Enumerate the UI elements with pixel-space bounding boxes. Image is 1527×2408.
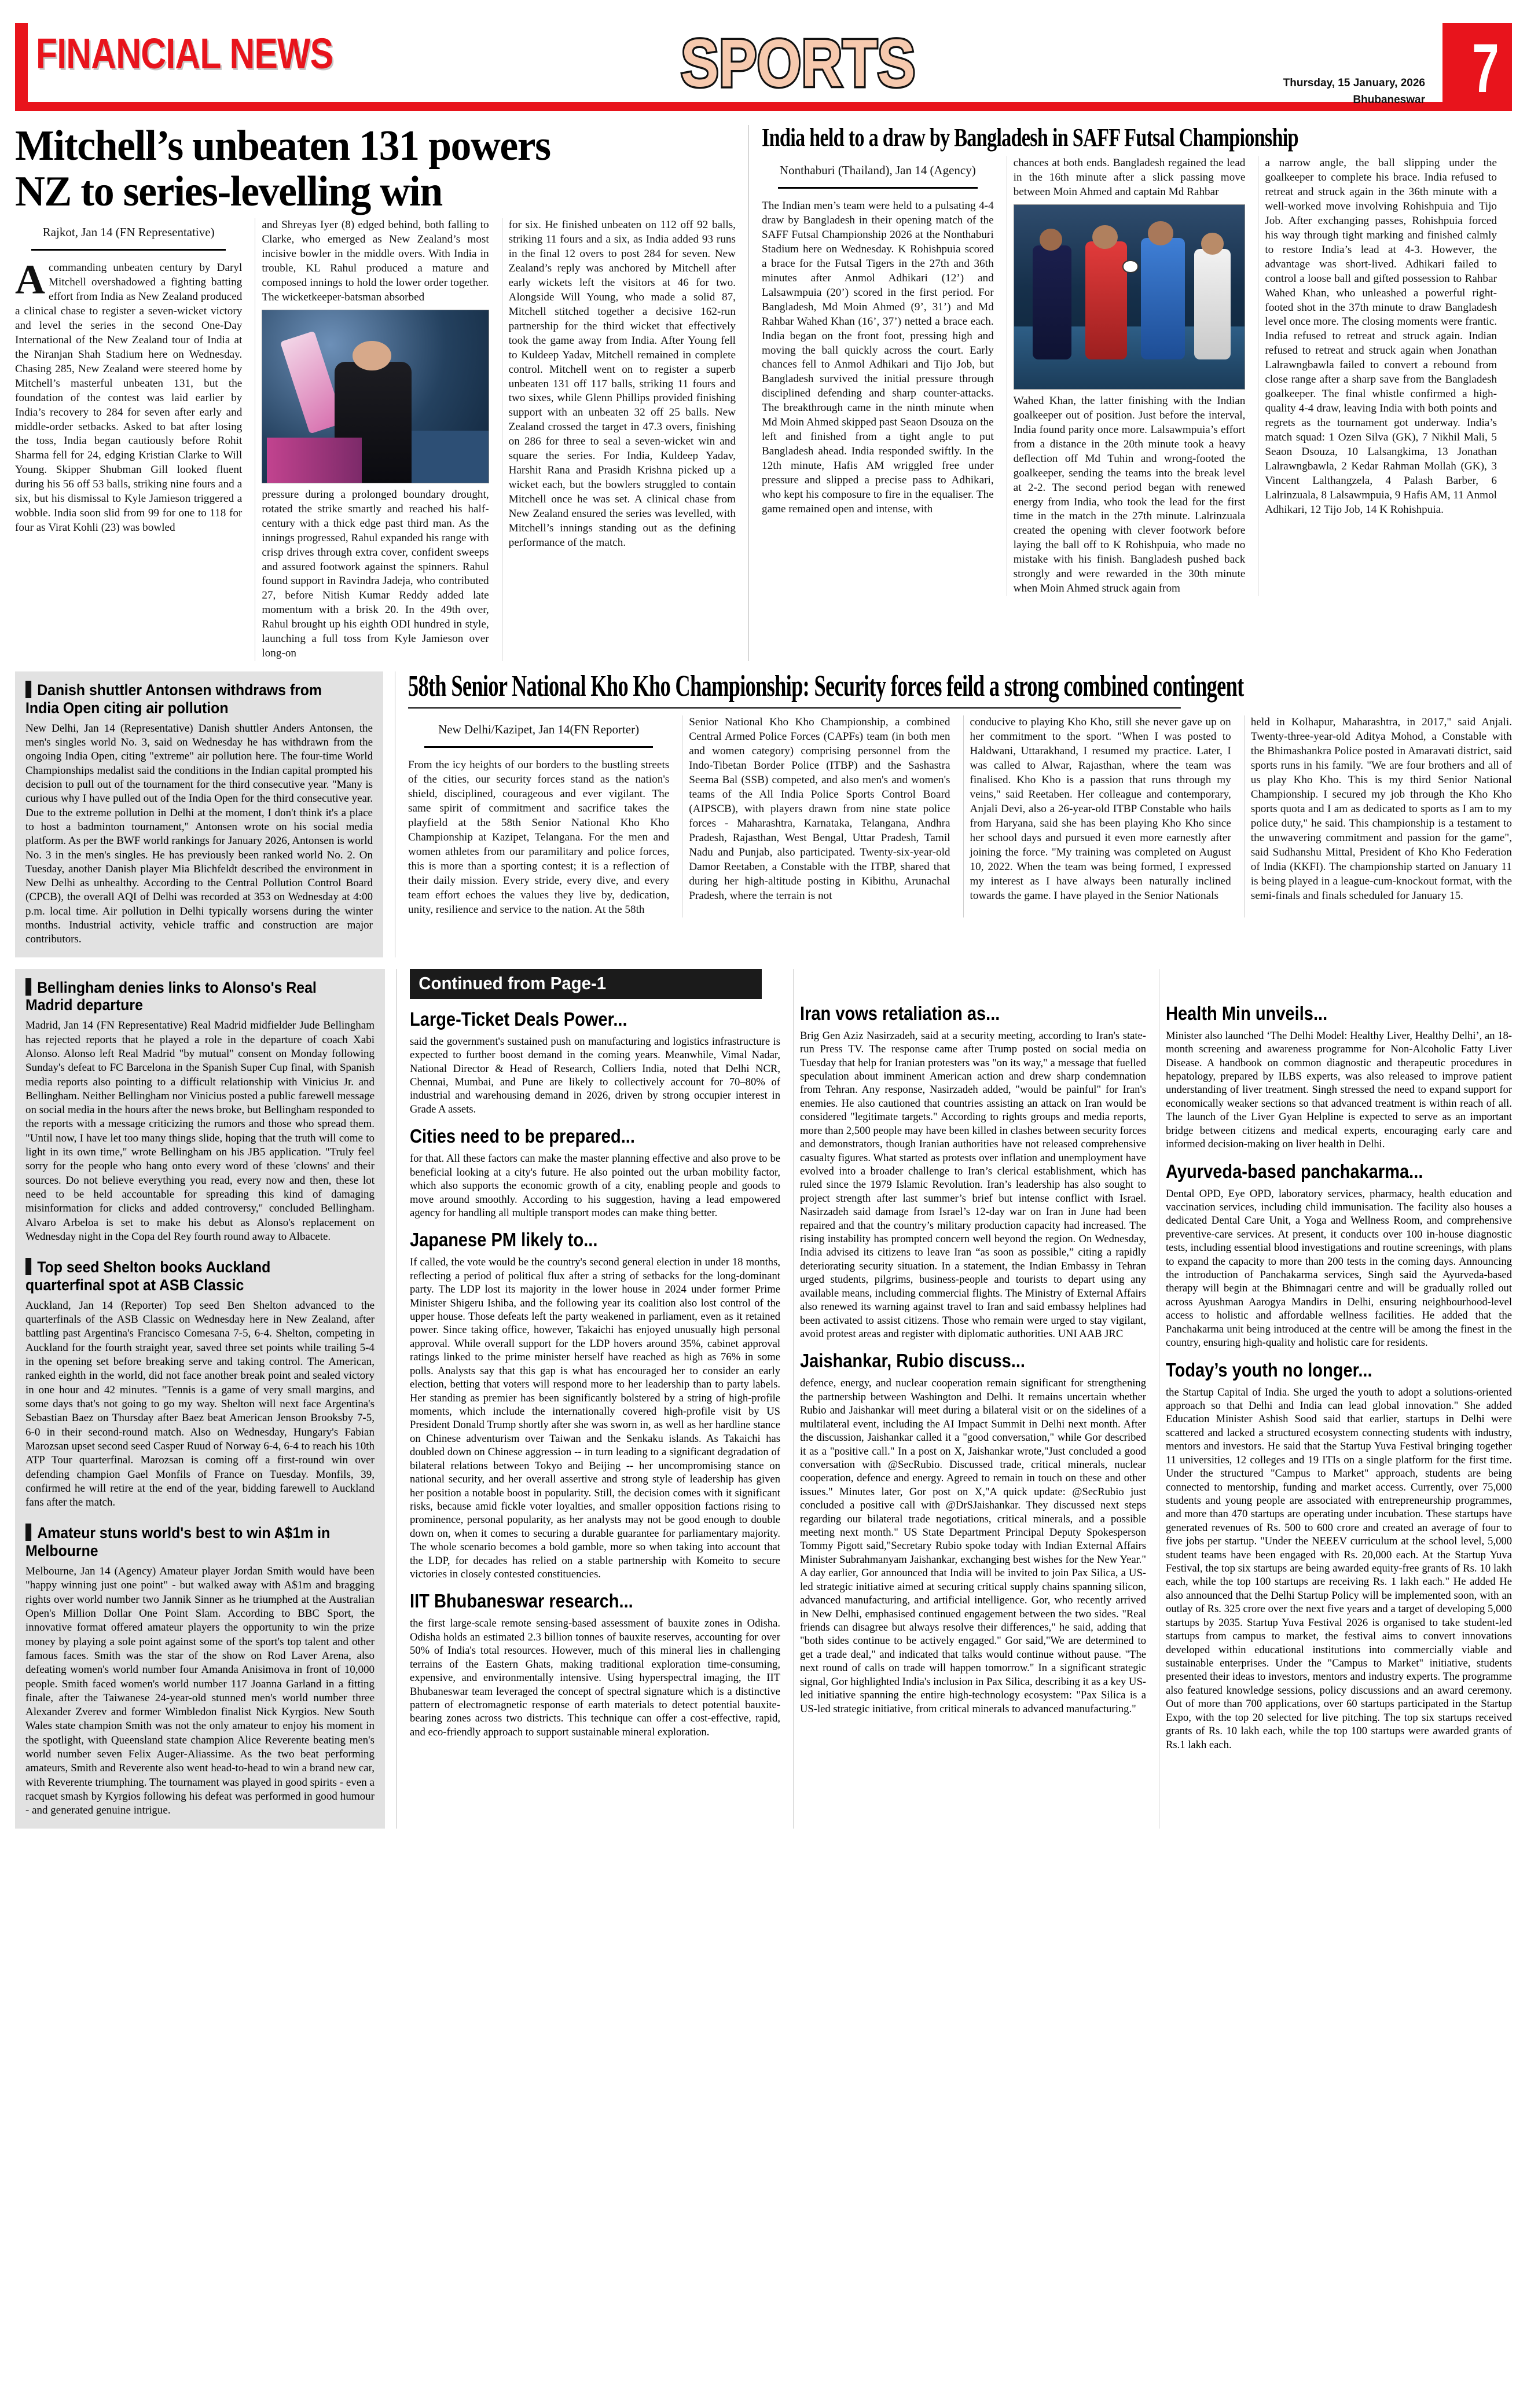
cricket-byline: Rajkot, Jan 14 (FN Representative) <box>42 225 215 240</box>
cricket-col-2 <box>255 218 489 661</box>
amateur-headline-wrap <box>25 1524 347 1560</box>
khokho-byline-rule <box>424 746 653 748</box>
bellingham-body: Madrid, Jan 14 (FN Representative) Real Madrid midfielder Jude Bellingham has rejected reports that he played a role in the departure of coach Xabi Alonso. Alonso left Real Madrid "by mutual" consent on Monday following Sunday's defeat to FC Barcelona in the Spanish Super Cup final, with Spanish media reports also pointing to a difficult relationship with Vinicius Jr. and Bellingham. Neither Bellingham nor Vinicius posted a public farewell message on social media in the hours after the news broke, but Bellingham responded to the reports with a message criticizing the rumors and those who spread them. "Until now, I have let too many things slide, hoping that the truth will come to light in its own time," wrote Bellingham on his JB5 application. "Truly feel sorry for the people who hang onto every word of these 'clowns' and their sources. Do not believe everything you read, every now and then, these lot need to be held accountable for spreading this kind of damaging misinformation for clicks and added controversy," concluded Bellingham. Alvaro Arbeloa is set to make his debut as Alonso's replacement on Wednesday night in the Copa del Rey fourth round away to Albacete. <box>25 1019 375 1243</box>
khokho-col-3 <box>963 715 1231 917</box>
shelton-body: Auckland, Jan 14 (Reporter) Top seed Ben Shelton advanced to the quarterfinals of the ASB Classic on Wednesday here in New Zealand, after battling past Argentina's Francisco Comesana 7-5, 6-4. Shelton, competing in Auckland for the fourth straight year, saved three set points while trailing 5-4 in the opening set before breaking serve and taking control. The American, ranked eighth in the world, did not face another break point and sealed victory in one hour and 42 minutes. "Tennis is a game of very small margins, and some days that's not going to go my way. Shelton will next face Argentina's Sebastian Baez on Thursday after Baez beat American Jenson Brooksby 7-5, 6-0 in their second-round match. Also on Wednesday, Hungary's Fabian Marozsan upset second seed Casper Ruud of Norway 6-4, 6-4 to reach his 10th ATP Tour quarterfinal. Marozsan is coming off a first-round win over defending champion Gael Monfils of France on Tuesday. Monfils, 39, confirmed he will retire at the end of the year, bidding farewell to Auckland fans after the match. <box>25 1299 375 1509</box>
cricket-col-1 <box>15 218 242 661</box>
cricket-headline-line1: Mitchell’s unbeaten 131 powers <box>15 122 550 170</box>
khokho-col-1 <box>408 715 669 917</box>
khokho-byline: New Delhi/Kazipet, Jan 14(FN Reporter) <box>438 722 640 737</box>
continued-body-4: Brig Gen Aziz Nasirzadeh, said at a security meeting, according to Iran's state-run Press TV. The response came after Trump posted on social media on Tuesday that help for Iranian protesters was "on its way," a message that fuelled speculation about imminent American action and drew sharp condemnation from Tehran. Any response, Nasirzadeh added, "would be painful" for Iran's enemies. He also cautioned that countries assisting an attack on Iran would be considered "legitimate targets." According to rights groups and media reports, more than 2,500 people may have been killed in clashes between security forces and demonstrators, though Iranian authorities have not released comprehensive casualty figures. What started as protests over inflation and unemployment have evolved into a broader challenge to Iran’s clerical establishment, which has ruled since the 1979 Islamic Revolution. Iran’s leadership has also sought to project strength after last summer’s brief but intense conflict with Israel. Nasirzadeh said damage from Israel’s 12-day war on Iran in June had been repaired and that the country’s military production capacity had increased. The rising instability has prompted concern well beyond the region. On Wednesday, India advised its citizens to leave Iran “as soon as possible,” citing a rapidly deteriorating security situation. In a statement, the Indian Embassy in Tehran urged students, pilgrims, business-people and tourists to depart using any available means, including commercial flights. The Ministry of External Affairs also renewed its warning against travel to Iran and said embassy helplines had been activated to assist citizens. Those who remain were urged to stay vigilant, avoid protest areas and register with diplomatic authorities. UNI AAB JRC <box>800 1029 1146 1340</box>
continued-headline-5: Jaishankar, Rubio discuss... <box>800 1350 1025 1372</box>
masthead-place: Bhubaneswar <box>1353 93 1425 106</box>
futsal-byline-rule <box>778 187 978 189</box>
cricket-photo <box>262 310 489 483</box>
bottom-area <box>15 969 1512 1829</box>
continued-col-2 <box>793 969 1146 1829</box>
sports-sidebar <box>15 969 397 1829</box>
page-number-block <box>1442 23 1512 111</box>
khokho-columns <box>408 715 1512 917</box>
continued-section <box>397 969 1512 1829</box>
shelton-headline-wrap <box>25 1258 347 1294</box>
khokho-col1-text: From the icy heights of our borders to the bustling streets of the cities, our security forces stand as the nation's shield, disciplined, courageous and ever vigilant. The same spirit of commitment and sacrifice takes the playfield at the 58th Senior National Kho Kho Championship at Kazipet, Telangana. For the men and women athletes from our paramilitary and police forces, this is more than a sporting contest; it is a reflection of their daily mission. Every stride, every dive, and every team effort echoes the values they live by, dedication, unity, resilience and service to the nation. At the 58th <box>408 759 670 916</box>
continued-body-7: Dental OPD, Eye OPD, laboratory services, pharmacy, health education and vaccination services, including child immunisation. The facility also houses a dedicated Dental Care Unit, a Yoga and Wellness Room, and comprehensive preventive-care services. At present, it conducts over 100 in-house diagnostic tests, including essential blood investigations and routine screenings, with plans to expand the capacity to more than 200 tests in the coming days. Announcing the introduction of Panchakarma services, Singh said the Ayurveda-based therapy will begin at the Bhimnagari centre and will be gradually rolled out across Ayushman Aarogya Mandirs in Delhi, ensuring neighbourhood-level access to holistic and affordable wellness facilities. He added that the Panchakarma unit being introduced at the centre will be among the finest in the country, ensuring high-quality and holistic care for residents. <box>1166 1187 1512 1349</box>
amateur-body: Melbourne, Jan 14 (Agency) Amateur player Jordan Smith would have been "happy winning just one point" - but walked away with A$1m and bragging rights over world number two Jannik Sinner as he triumphed at the Australian Open's Million Dollar One Point Slam. According to BBC Sport, the innovative format offered amateur players the opportunity to win the prize money by playing a sole point against some of the sport's top talent and other famous faces. Smith was the star of the show on Rod Laver Arena, also defeating women's world number four Amanda Anisimova in front of 10,000 people. Smith faced women's world number 117 Joanna Garland in a fitting finale, after the Taiwanese 24-year-old stunned men's world number three Alexander Zverev and former Wimbledon finalist Nick Kyrgios. New South Wales state champion Smith was not the only amateur to enjoy his moment in the spotlight, with Queensland state champion Alice Reverente beating men's world number seven Felix Auger-Aliassime. As the two beat performing amateurs, Smith and Reverente also went head-to-head to win a brand new car, with Reverente triumphing. The tournament was played in good spirits - even a racquet smash by Kyrgios following his defeat was performed in good humour - and generated genuine intrigue. <box>25 1565 375 1817</box>
khokho-headline: 58th Senior National Kho Kho Championship: Security forces feild a strong combined contingent <box>408 671 1181 709</box>
cricket-col-3 <box>502 218 736 661</box>
continued-body-5: defence, energy, and nuclear cooperation remain significant for strengthening the partnership between Washington and Delhi. It remains uncertain whether Rubio and Jaishankar will meet during a bilateral visit or on the sidelines of a multilateral event, including the AI Impact Summit in Delhi next month. After the discussion, Jaishankar called it a "good conversation," while Gor described it as a "positive call." In a post on X, Jaishankar wrote,"Just concluded a good conversation with @SecRubio. Discussed trade, critical minerals, nuclear cooperation, defence and energy. Agreed to remain in touch on these and other issues." Minutes later, Gor post on X,"A quick update: @SecRubio just concluded a positive call with @DrSJaishankar. They discussed next steps regarding our bilateral trade negotiations, critical minerals, and a possible meeting next month." US State Department Principal Deputy Spokesperson Tommy Pigott said,"Secretary Rubio spoke today with Indian External Affairs Minister Subrahmanyam Jaishankar, exchanging best wishes for the New Year." A day earlier, Gor announced that India will be invited to join Pax Silica, a US-led strategic initiative aimed at securing critical supply chains spanning silicon, advanced manufacturing, and artificial intelligence. Gor, who recently arrived in New Delhi, emphasised continued engagement between the two sides. "Real friends can disagree but always resolve their differences," he said, adding that "both sides continue to be actively engaged." Gor said,"We are determined to get a trade deal," and indicated that talks would continue without pause. "The next round of calls on trade will happen tomorrow." In a significant strategic signal, Gor highlighted India's inclusion in Pax Silica, describing it as a key US-led initiative spanning the entire high-technology ecosystem: "Pax Silica is a US-led strategic initiative, from critical minerals to advanced manufacturing." <box>800 1377 1146 1715</box>
khokho-col-4 <box>1244 715 1512 917</box>
continued-col-1 <box>410 969 780 1829</box>
bullet-marker-icon <box>25 1258 31 1275</box>
masthead-left-rule <box>15 23 28 108</box>
continued-headline-0: Large-Ticket Deals Power... <box>410 1008 627 1030</box>
continued-headline-2: Japanese PM likely to... <box>410 1229 598 1251</box>
bellingham-box <box>15 969 385 1829</box>
khokho-col-2 <box>682 715 950 917</box>
top-lead-area <box>15 122 1512 661</box>
futsal-col2-text: chances at both ends. Bangladesh regained the lead in the 16th minute after a slick passing move between Moin Ahmed and captain Md Rahbar <box>1013 157 1246 198</box>
masthead-bottom-rule <box>15 102 1451 111</box>
continued-headline-3: IIT Bhubaneswar research... <box>410 1590 633 1612</box>
futsal-photo <box>1014 204 1246 390</box>
bullet-marker-icon <box>25 681 31 698</box>
continued-headline-6: Health Min unveils... <box>1166 1002 1328 1024</box>
futsal-lead-story <box>749 125 1497 661</box>
continued-body-1: for that. All these factors can make the master planning effective and also prove to be beneficial looking at a city's future. He also pointed out the urban mobility factor, which also supports the economic growth of a city, enabling people and goods to move around smoothly. According to his suggestion, having a lead empowered agency for handling all multiple transport modes can make thing better. <box>410 1152 780 1219</box>
antonsen-box <box>15 671 383 957</box>
cricket-headline-line2: NZ to series-levelling win <box>15 167 442 215</box>
cricket-col2-text-b: pressure during a prolonged boundary drought, rotated the strike smartly and reached his half-century with a thick edge past third man. As the innings progressed, Rahul expanded his range with crisp drives through extra cover, confident sweeps and assured footwork against the spinners. Rahul found support in Ravindra Jadeja, who contributed 27, before Nitish Kumar Reddy added late momentum with a brisk 20. In the 49th over, Rahul brought up his eighth ODI hundred in style, launching a full toss from Kyle Jamieson over long-on <box>262 488 489 660</box>
khokho-story <box>395 671 1512 957</box>
masthead <box>15 15 1512 117</box>
continued-bar: Continued from Page-1 <box>410 969 762 999</box>
antonsen-headline: Danish shuttler Antonsen withdraws from India Open citing air pollution <box>25 681 322 717</box>
newspaper-page <box>0 15 1527 2408</box>
bullet-marker-icon <box>25 978 31 996</box>
futsal-col1-text: The Indian men’s team were held to a pulsating 4-4 draw by Bangladesh in their opening match of the SAFF Futsal Championship 2026 at the Nonthaburi Stadium here on Wednesday. K Rohishpuia scored a brace for the Futsal Tigers in the 27th and 36th minutes after Anmol Adhikari (12’) and Lalsawmpuia (20’) scored in the first period. For Bangladesh, Md Moin Ahmed (9’, 31’) and Md Rahbar Wahed Khan (16’, 37’) netted a brace each. India began on the front foot, pressing high and moving the ball quickly across the court. Early chances fell to Anmol Adhikari and Tijo Job, but Bangladesh survived the initial pressure through disciplined defending and sharp counter-attacks. The breakthrough came in the ninth minute when Md Moin Ahmed skipped past Seaon Dsouza on the left and finished from a tight angle to put Bangladesh ahead. India responded swiftly. In the 12th minute, Hafis AM wriggled free under pressure and slipped a precise pass to Adhikari, who kept his composure to fire in the equaliser. The game remained open and intense, with <box>762 200 994 516</box>
futsal-col3-text: a narrow angle, the ball slipping under the goalkeeper to complete his brace. India refused to retreat and struck again in the 36th minute with a well-worked move involving Rohishpuia and Tijo Job. After exchanging passes, Rohishpuia forced his way through tight marking and finished calmly to restore India’s lead at 4-3. However, the advantage was short-lived. Adhikari failed to control a loose ball and gifted possession to Rahbar Wahed Khan, who unleashed a powerful right-footed shot in the 37th minute to draw Bangladesh level once more. The closing moments were frantic. India refused to retreat and struck again. Indian refused to retreat and struck again when Jonathan Lalrawngbawla failed to convert a rebound from close range after a sharp save from the Bangladesh goalkeeper. The final whistle confirmed a high-quality 4-4 draw, leaving India with both points and regrets as the tournament got underway. India’s match squad: 1 Ozen Silva (GK), 7 Nikhil Mali, 5 Seaon Dsouza, 10 Lalsangkima, 13 Jonathan Lalrawngbawla, 2 Kedar Rahman Mollah (GK), 3 Vincent Lalthangzela, 4 Palash Barber, 6 Lalrinzuala, 8 Lalsawmpuia, 9 Hafis AM, 11 Anmol Adhikari, 12 Tijo Job, 14 K Rohishpuia. <box>1265 157 1497 516</box>
bellingham-headline: Bellingham denies links to Alonso's Real Madrid departure <box>25 978 317 1014</box>
khokho-col2-text: Senior National Kho Kho Championship, a combined Central Armed Police Forces (CAPFs) team (in both men and women category) comprising personnel from the Indo-Tibetan Border Police (ITBP) and the Sashastra Seema Bal (SSB) competed, and also men's and women's teams of the All India Police Sports Control Board (AIPSCB), with players drawn from nine state police forces - Maharashtra, Karnataka, Telangana, Andhra Pradesh, Rajasthan, West Bengal, Uttar Pradesh, Tamil Nadu and Punjab, also participated. Twenty-six-year-old Damor Reetaben, a Constable with the ITBP, shared that during her high-altitude posting in Kibithu, Arunachal Pradesh, where the terrain is not <box>689 716 950 902</box>
continued-headline-8: Today’s youth no longer... <box>1166 1359 1372 1381</box>
cricket-lead-story <box>15 122 749 661</box>
futsal-col-1 <box>762 156 994 596</box>
bellingham-headline-wrap <box>25 978 347 1015</box>
section-title: SPORTS <box>681 25 916 101</box>
continued-headline-1: Cities need to be prepared... <box>410 1125 635 1147</box>
continued-body-3: the first large-scale remote sensing-based assessment of bauxite zones in Odisha. Odisha holds an estimated 2.3 billion tonnes of bauxite reserves, accounting for over 50% of India's total resources. However, much of this mineral lies in challenging terrains of the Eastern Ghats, making traditional exploration time-consuming, expensive, and environmentally intensive. Using hyperspectral imaging, the IIT Bhubaneswar team leveraged the concept of spectral signature which is a distinctive pattern of electromagnetic response of earth materials to detect potential bauxite-bearing zones across two districts. This technique can offer a cost-effective, rapid, and eco-friendly approach to support sustainable mineral exploration. <box>410 1617 780 1738</box>
continued-body-8: the Startup Capital of India. She urged the youth to adopt a solutions-oriented approach so that Delhi and India can lead global innovation." She added Education Minister Ashish Sood said that earlier, startups in Delhi were scattered and lacked a structured ecosystem connecting students with industry, mentors and investors. He said that the Startup Yuva Festival bringing together 11 universities, 12 colleges and 19 ITIs on a single platform for the first time. Under the structured "Campus to Market" approach, students are being connected to mentorship, funding and market access. Currently, over 75,000 students and young people are associated with entrepreneurship programmes, and more than 470 startups are operating under incubation. These startups have generated revenues of Rs. 500 to 600 crore and created an average of four to five jobs per startup. "Under the NEEEV curriculum at the school level, 5,000 student teams have been engaged with Rs. 20,000 each. At the Startup Yuva Festival, the top six startups are being awarded equity-free grants of Rs. 10 lakh each, while the top 100 startups are receiving Rs. 1 lakh each." He added He also announced that the Delhi Startup Policy will be implemented soon, with an outlay of Rs. 325 crore over the next five years and a target of developing 5,000 startups by 2035. Startup Yuva Festival 2026 is organised to take student-led startups from campus to market, the festival aims to convert innovations developed within educational institutions into commercially viable and sustainable enterprises. Under the "Campus to Market" initiative, students presented their ideas to investors, mentors and industry experts. The programme also featured knowledge sessions, policy discussions and an award ceremony. Out of more than 700 applications, over 60 startups participated in the Startup Expo, with the top 20 selected for live pitching. The top six startups received grants of Rs. 10 lakh each, while the top 100 startups were awarded grants of Rs.1 lakh each. <box>1166 1386 1512 1751</box>
continued-headline-7: Ayurveda-based panchakarma... <box>1166 1160 1423 1182</box>
antonsen-sidebar <box>15 671 395 957</box>
futsal-col-3 <box>1258 156 1497 596</box>
continued-col-3 <box>1159 969 1512 1829</box>
cricket-col2-text: and Shreyas Iyer (8) edged behind, both falling to Clarke, who emerged as New Zealand’s most incisive bowler in the middle overs. With India in trouble, KL Rahul produced a mature and composed innings to hold the lower order together. The wicketkeeper-batsman absorbed <box>262 219 489 303</box>
continued-body-6: Minister also launched ‘The Delhi Model: Healthy Liver, Healthy Delhi’, an 18-month screening and awareness programme for Non-Alcoholic Fatty Liver Disease. A handbook on common diagnostic and therapeutic procedures in hepatology, prepared by ILBS experts, was also released to improve patient understanding of liver treatment. Singh stressed the need to expand support for economically weaker sections so that advanced treatment is within reach of all. The launch of the Liver Gyan Helpline is expected to serve as an important bridge between citizens and medical experts, encouraging early care and informed decision-making on liver health in Delhi. <box>1166 1029 1512 1151</box>
futsal-headline: India held to a draw by Bangladesh in SAFF Futsal Championship <box>762 123 1298 152</box>
masthead-date: Thursday, 15 January, 2026 <box>1283 77 1425 89</box>
khokho-col4-text: held in Kolhapur, Maharashtra, in 2017," said Anjali. Twenty-three-year-old Aditya Mohod, a Constable with the Bhimashankra Police posted in Amaravati district, said sports runs in his family. "We are four brothers and all of us play Kho Kho. This is my third Senior National Championship. I secured my job through the Kho Kho sports quota and I am as dedicated to sports as I am to my police duty," he said. This championship is a testament to the unwavering commitment and passion for the game", said Sudhanshu Mittal, President of Kho Kho Federation of India (KKFI). The championship started on January 11 is being played in a league-cum-knockout format, with the semi-finals and finals scheduled for January 15. <box>1250 716 1512 902</box>
byline-rule <box>31 249 226 251</box>
bullet-marker-icon <box>25 1524 31 1541</box>
shelton-headline: Top seed Shelton books Auckland quarterfinal spot at ASB Classic <box>25 1258 271 1294</box>
antonsen-headline-wrap <box>25 681 345 717</box>
cricket-columns <box>15 218 736 661</box>
page-number: 7 <box>1472 30 1499 107</box>
khokho-section <box>15 671 1512 957</box>
continued-body-2: If called, the vote would be the country's second general election in under 18 months, reflecting a period of political flux after a string of setbacks for the long-dominant party. The LDP lost its majority in the lower house in 2024 under former Prime Minister Shigeru Ishiba, and the following year its coalition also lost control of the upper house. Those defeats left the party weakened in parliament, even as it retained power. Since taking office, however, Takaichi has enjoyed unusually high personal approval. While overall support for the LDP hovers around 35%, cabinet approval ratings linked to the prime minister herself have reached as high as 76% in some polls. Analysts say that this gap is what has encouraged her to consider an early election, betting that voters will respond more to her leadership than to party labels. Her standing as premier has been significantly bolstered by a string of high-profile moments, which include the internationally covered high-profile visit by US President Donald Trump shortly after she was sworn in, as well as her hardline stance on Chinese adventurism over Taiwan and the Senkaku islands. As Takaichi has doubled down on Chinese aggression -- in turn leading to a significant degradation of bilateral relations between Tokyo and Beijing -- her uncompromising stance on national security, and her overall assertive and strong style of leadership has given her position a notable boost in popularity. Still, the decision comes with it significant risks, because amid fickle voter loyalties, and smaller opposition factions rising to prominence, personal popularity, as her analysts may not be good enough to double down on, when it comes to securing a durable guarantee for parliamentary majority. The whole scenario becomes a bold gamble, more so when taking into account that the LDP, for decades has relied on a stable partnership with Komeito to secure victories in closely contested constituencies. <box>410 1256 780 1581</box>
antonsen-body: New Delhi, Jan 14 (Representative) Danish shuttler Anders Antonsen, the men's singles world No. 3, said on Wednesday he has withdrawn from the ongoing India Open, citing "extreme" air pollution here. The four-time World Championships medalist said the conditions in the Indian capital prompted his decision to pull out of the tournament for the third consecutive year. "Many is curious why I have pulled out of the India Open for the third consecutive year. Due to the extreme pollution in Delhi at the moment, I don't think it's a place to host a badminton tournament," Antonsen wrote on his social media platform. As per the BWF world rankings for January 2026, Antonsen is world No. 3 in the men's singles. He has previously been ranked world No. 2. On Tuesday, another Danish player Mia Blichfeldt described the environment in New Delhi as unhealthy. According to the Central Pollution Control Board (CPCB), the overall AQI of Delhi was recorded at 353 on Wednesday at 4:00 p.m. local time. Air pollution in Delhi typically worsens during the winter months. Industrial activity, vehicle traffic and construction are major contributors. <box>25 722 373 946</box>
amateur-headline: Amateur stuns world's best to win A$1m in Melbourne <box>25 1524 331 1560</box>
futsal-byline: Nonthaburi (Thailand), Jan 14 (Agency) <box>779 163 976 177</box>
futsal-col2-text-b: Wahed Khan, the latter finishing with the Indian goalkeeper out of position. Just before the interval, India found parity once more. Lalsawmpuia’s effort from a distance in the 20th minute took a heavy deflection off Md Tuhin and wrong-footed the goalkeeper, sending the teams into the break level at 2-2. The second period began with renewed energy from India, who took the lead for the first time in the match in the 27th minute. Lalrinzuala created the opening with clever footwork before laying the ball off to K Rohishpuia, who made no mistake with his finish. Bangladesh pushed back strongly and were rewarded in the 30th minute when Moin Ahmed struck again from <box>1013 394 1246 595</box>
cricket-col1-text: Acommanding unbeaten century by Daryl Mitchell overshadowed a fighting batting effort from India as New Zealand produced a clinical chase to register a seven-wicket victory and level the series in the second One-Day International of the New Zealand tour of India at the Niranjan Shah Stadium here on Wednesday. Chasing 285, New Zealand were steered home by Mitchell’s masterful unbeaten 131, but the foundation of the contest was laid earlier by India’s recovery to 284 for seven after early and middle-order setbacks. Asked to bat after losing the toss, India began cautiously before Rohit Sharma fell for 24, edging Kristian Clarke to Will Young. Skipper Shubman Gill looked fluent during his 56 off 53 balls, striking nine fours and a six, but his dismissal to Kyle Jamieson triggered a wobble. India soon slid from 99 for one to 118 for four as Virat Kohli (23) was bowled <box>15 256 243 534</box>
khokho-col3-text: conducive to playing Kho Kho, still she never gave up on her commitment to the sport. "When I was posted to Haldwani, Uttarakhand, I resumed my practice. Later, I was called to Alwar, Rajasthan, where the team was finalised. Kho Kho is a passion that runs through my veins," said Reetaben. Her colleague and contemporary, Anjali Devi, also a 26-year-old ITBP Constable who hails from Haryana, said she has been playing Kho Kho since her school days and pursued it even more earnestly after joining the force. "My training was completed on August 10, 2022. When the team was being formed, I expressed my interest as I have always been naturally inclined towards the game. I have played in the Senior Nationals <box>970 716 1231 902</box>
cricket-col3-text: for six. He finished unbeaten on 112 off 92 balls, striking 11 fours and a six, as India added 93 runs in the final 12 overs to post 284 for seven. New Zealand’s reply was anchored by Mitchell after early wickets left the visitors at 46 for two. Alongside Will Young, who made a solid 87, Mitchell stitched together a decisive 162-run partnership for the third wicket that effectively took the game away from India. After Young fell to Kuldeep Yadav, Mitchell remained in complete control. Mitchell went on to register a superb unbeaten 131 off 117 balls, striking 11 fours and two sixes, while Glenn Phillips provided finishing support with an unbeaten 32 off 25 balls. New Zealand crossed the target in 47.3 overs, finishing on 286 for three to seal a seven-wicket win and square the series. For India, Kuldeep Yadav, Harshit Rana and Prasidh Krishna picked up a wicket each, but the bowlers struggled to contain Mitchell once he was set. A clinical chase from New Zealand ensured the series was levelled, with Mitchell’s innings standing out as the defining performance of the match. <box>508 219 736 549</box>
continued-body-0: said the government's sustained push on manufacturing and logistics infrastructure is expected to further boost demand in the coming years. Meanwhile, Vimal Nadar, National Director & Head of Research, Colliers India, noted that Delhi NCR, Chennai, Mumbai, and Pune are likely to collectively account for 70–80% of industrial and warehousing demand in 2026, driven by strong occupier interest in Grade A assets. <box>410 1035 780 1115</box>
futsal-columns <box>762 156 1497 596</box>
futsal-col-2 <box>1007 156 1246 596</box>
continued-headline-4: Iran vows retaliation as... <box>800 1002 1000 1024</box>
publication-title: FINANCIAL NEWS <box>36 30 333 78</box>
masthead-dateline <box>1283 75 1425 108</box>
